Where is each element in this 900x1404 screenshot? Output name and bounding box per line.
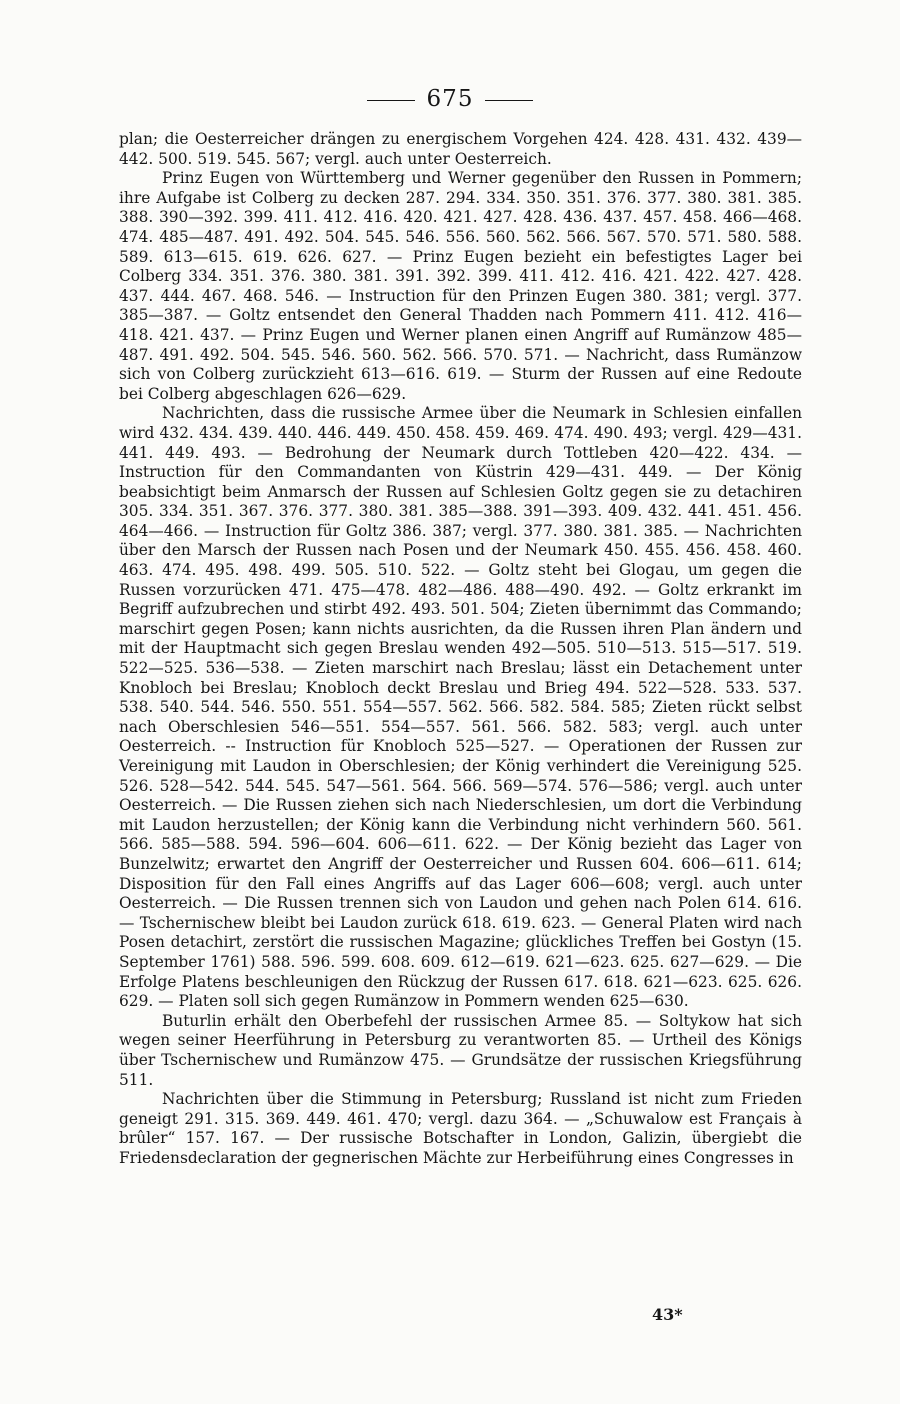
index-paragraph: Buturlin erhält den Oberbefehl der russischen Armee 85. — Soltykow hat sich wegen seiner Heerführung in Petersburg zu verantworten 85. — Urtheil des Königs über Tschernischew und Rumänzow 475. — Grundsätze der russischen Kriegsführung 511. bbox=[119, 1011, 802, 1089]
index-body-text bbox=[119, 130, 802, 1168]
index-paragraph: Nachrichten über die Stimmung in Petersburg; Russland ist nicht zum Frieden geneigt 291. 315. 369. 449. 461. 470; vergl. dazu 364. — „Schuwalow est Français à brûler“ 157. 167. — Der russische Botschafter in London, Galizin, übergiebt die Friedensdeclaration der gegnerischen Mächte zur Herbeiführung eines Congresses in bbox=[119, 1090, 802, 1167]
printer-signature-mark: 43* bbox=[652, 1305, 683, 1324]
header-dash-left bbox=[367, 100, 415, 101]
index-paragraph: plan; die Oesterreicher drängen zu energischem Vorgehen 424. 428. 431. 432. 439—442. 500. 519. 545. 567; vergl. auch unter Oesterreich. bbox=[119, 130, 802, 168]
page-number: 675 bbox=[426, 86, 474, 112]
index-paragraph: Nachrichten, dass die russische Armee über die Neumark in Schlesien einfallen wird 432. 434. 439. 440. 446. 449. 450. 458. 459. 469. 474. 490. 493; vergl. 429—431. 441. 449. 493. — Bedrohung der Neumark durch Tottleben 420—422. 434. — Instruction für den Commandanten von Küstrin 429—431. 449. — Der König beabsichtigt beim Anmarsch der Russen auf Schlesien Goltz gegen sie zu detachiren 305. 334. 351. 367. 376. 377. 380. 381. 385—388. 391—393. 409. 432. 441. 451. 456. 464—466. — Instruction für Goltz 386. 387; vergl. 377. 380. 381. 385. — Nachrichten über den Marsch der Russen nach Posen und der Neumark 450. 455. 456. 458. 460. 463. 474. 495. 498. 499. 505. 510. 522. — Goltz steht bei Glogau, um gegen die Russen vorzurücken 471. 475—478. 482—486. 488—490. 492. — Goltz erkrankt im Begriff aufzubrechen und stirbt 492. 493. 501. 504; Zieten übernimmt das Commando; marschirt gegen Posen; kann nichts ausrichten, da die Russen ihren Plan ändern und mit der Hauptmacht sich gegen Breslau wenden 492—505. 510—513. 515—517. 519. 522—525. 536—538. — Zieten marschirt nach Breslau; lässt ein Detachement unter Knobloch bei Breslau; Knobloch deckt Breslau und Brieg 494. 522—528. 533. 537. 538. 540. 544. 546. 550. 551. 554—557. 562. 566. 582. 584. 585; Zieten rückt selbst nach Oberschlesien 546—551. 554—557. 561. 566. 582. 583; vergl. auch unter Oesterreich. -- Instruction für Knobloch 525—527. — Operationen der Russen zur Vereinigung mit Laudon in Oberschlesien; der König verhindert die Vereinigung 525. 526. 528—542. 544. 545. 547—561. 564. 566. 569—574. 576—586; vergl. auch unter Oesterreich. — Die Russen ziehen sich nach Niederschlesien, um dort die Verbindung mit Laudon herzustellen; der König kann die Verbindung nicht verhindern 560. 561. 566. 585—588. 594. 596—604. 606—611. 622. — Der König bezieht das Lager von Bunzelwitz; erwartet den Angriff der Oesterreicher und Russen 604. 606—611. 614; Disposition für den Fall eines Angriffs auf das Lager 606—608; vergl. auch unter Oesterreich. — Die Russen trennen sich von Laudon und gehen nach Polen 614. 616. — Tschernischew bleibt bei Laudon zurück 618. 619. 623. — General Platen wird nach Posen detachirt, zerstört die russischen Magazine; glückliches Treffen bei Gostyn (15. September 1761) 588. 596. 599. 608. 609. 612—619. 621—623. 625. 627—629. — Die Erfolge Platens beschleunigen den Rückzug der Russen 617. 618. 621—623. 625. 626. 629. — Platen soll sich gegen Rumänzow in Pommern wenden 625—630. bbox=[119, 404, 802, 1011]
header-dash-right bbox=[485, 100, 533, 101]
page-number-header bbox=[0, 86, 900, 112]
index-paragraph: Prinz Eugen von Württemberg und Werner gegenüber den Russen in Pommern; ihre Aufgabe ist Colberg zu decken 287. 294. 334. 350. 351. 376. 377. 380. 381. 385. 388. 390—392. 399. 411. 412. 416. 420. 421. 427. 428. 436. 437. 457. 458. 466—468. 474. 485—487. 491. 492. 504. 545. 546. 556. 560. 562. 566. 567. 570. 571. 580. 588. 589. 613—615. 619. 626. 627. — Prinz Eugen bezieht ein befestigtes Lager bei Colberg 334. 351. 376. 380. 381. 391. 392. 399. 411. 412. 416. 421. 422. 427. 428. 437. 444. 467. 468. 546. — Instruction für den Prinzen Eugen 380. 381; vergl. 377. 385—387. — Goltz entsendet den General Thadden nach Pommern 411. 412. 416—418. 421. 437. — Prinz Eugen und Werner planen einen Angriff auf Rumänzow 485—487. 491. 492. 504. 545. 546. 560. 562. 566. 570. 571. — Nachricht, dass Rumänzow sich von Colberg zurückzieht 613—616. 619. — Sturm der Russen auf eine Redoute bei Colberg abgeschlagen 626—629. bbox=[119, 169, 802, 403]
